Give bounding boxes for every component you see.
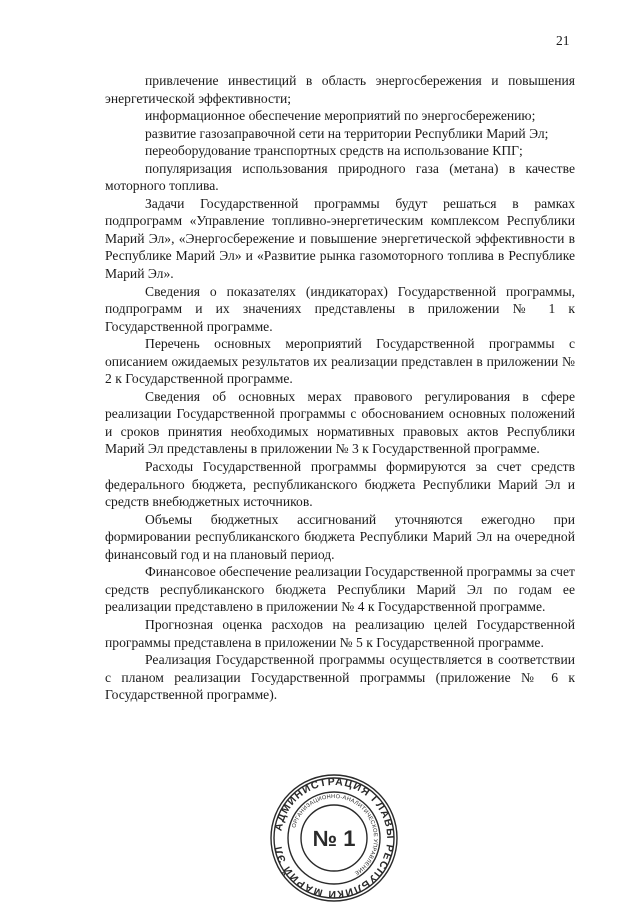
- paragraph: Прогнозная оценка расходов на реализацию целей Государственной программы представлена в приложении № 5 к Государственной программе.: [105, 616, 575, 650]
- page-number: 21: [556, 33, 570, 48]
- paragraph: Объемы бюджетных ассигнований уточняются ежегодно при формировании республиканского бюджета Республики Марий Эл на очередной финансовый год и на плановый период.: [105, 511, 575, 562]
- stamp-center-text: № 1: [312, 826, 356, 851]
- official-stamp: [268, 772, 400, 904]
- paragraph: Реализация Государственной программы осуществляется в соответствии с планом реализации Государственной программы (приложение № 6 к Государственной программе).: [105, 652, 575, 703]
- stamp-seal-icon: [268, 772, 400, 904]
- paragraph: Сведения об основных мерах правового регулирования в сфере реализации Государственной программы с обоснованием основных положений и сроков принятия необходимых нормативных правовых актов Республики Марий Эл представлены в приложении № 3 к Государственной программе.: [105, 388, 575, 457]
- paragraph: Сведения о показателях (индикаторах) Государственной программы, подпрограмм и их значениях представлены в приложении № 1 к Государственной программе.: [105, 283, 575, 334]
- paragraph: Задачи Государственной программы будут решаться в рамках подпрограмм «Управление топливно-энергетическим комплексом Республики Марий Эл», «Энергосбережение и повышение энергетической эффективности в Республике Марий Эл» и «Развитие рынка газомоторного топлива в Республике Марий Эл».: [105, 195, 575, 282]
- paragraph: переоборудование транспортных средств на использование КПГ;: [145, 143, 523, 159]
- stamp-inner-text: ОРГАНИЗАЦИОННО-АНАЛИТИЧЕСКОЕ УПРАВЛЕНИЕ: [291, 793, 379, 876]
- stamp-outer-text: АДМИНИСТРАЦИЯ ГЛАВЫ РЕСПУБЛИКИ МАРИЙ ЭЛ: [272, 775, 397, 901]
- paragraph: привлечение инвестиций в область энергосбережения и повышения энергетической эффективности;: [105, 73, 575, 106]
- paragraph: информационное обеспечение мероприятий по энергосбережению;: [145, 108, 536, 124]
- paragraph: Финансовое обеспечение реализации Государственной программы за счет средств республиканского бюджета Республики Марий Эл по годам ее реализации представлено в приложении № 4 к Государственной программе.: [105, 564, 575, 615]
- paragraph: Перечень основных мероприятий Государственной программы с описанием ожидаемых результатов их реализации представлен в приложении № 2 к Государственной программе.: [105, 336, 575, 387]
- document-body: [105, 72, 575, 704]
- paragraph: популяризация использования природного газа (метана) в качестве моторного топлива.: [105, 160, 575, 194]
- paragraph: Расходы Государственной программы формируются за счет средств федерального бюджета, республиканского бюджета Республики Марий Эл и средств внебюджетных источников.: [105, 459, 575, 510]
- paragraph: развитие газозаправочной сети на территории Республики Марий Эл;: [145, 125, 549, 141]
